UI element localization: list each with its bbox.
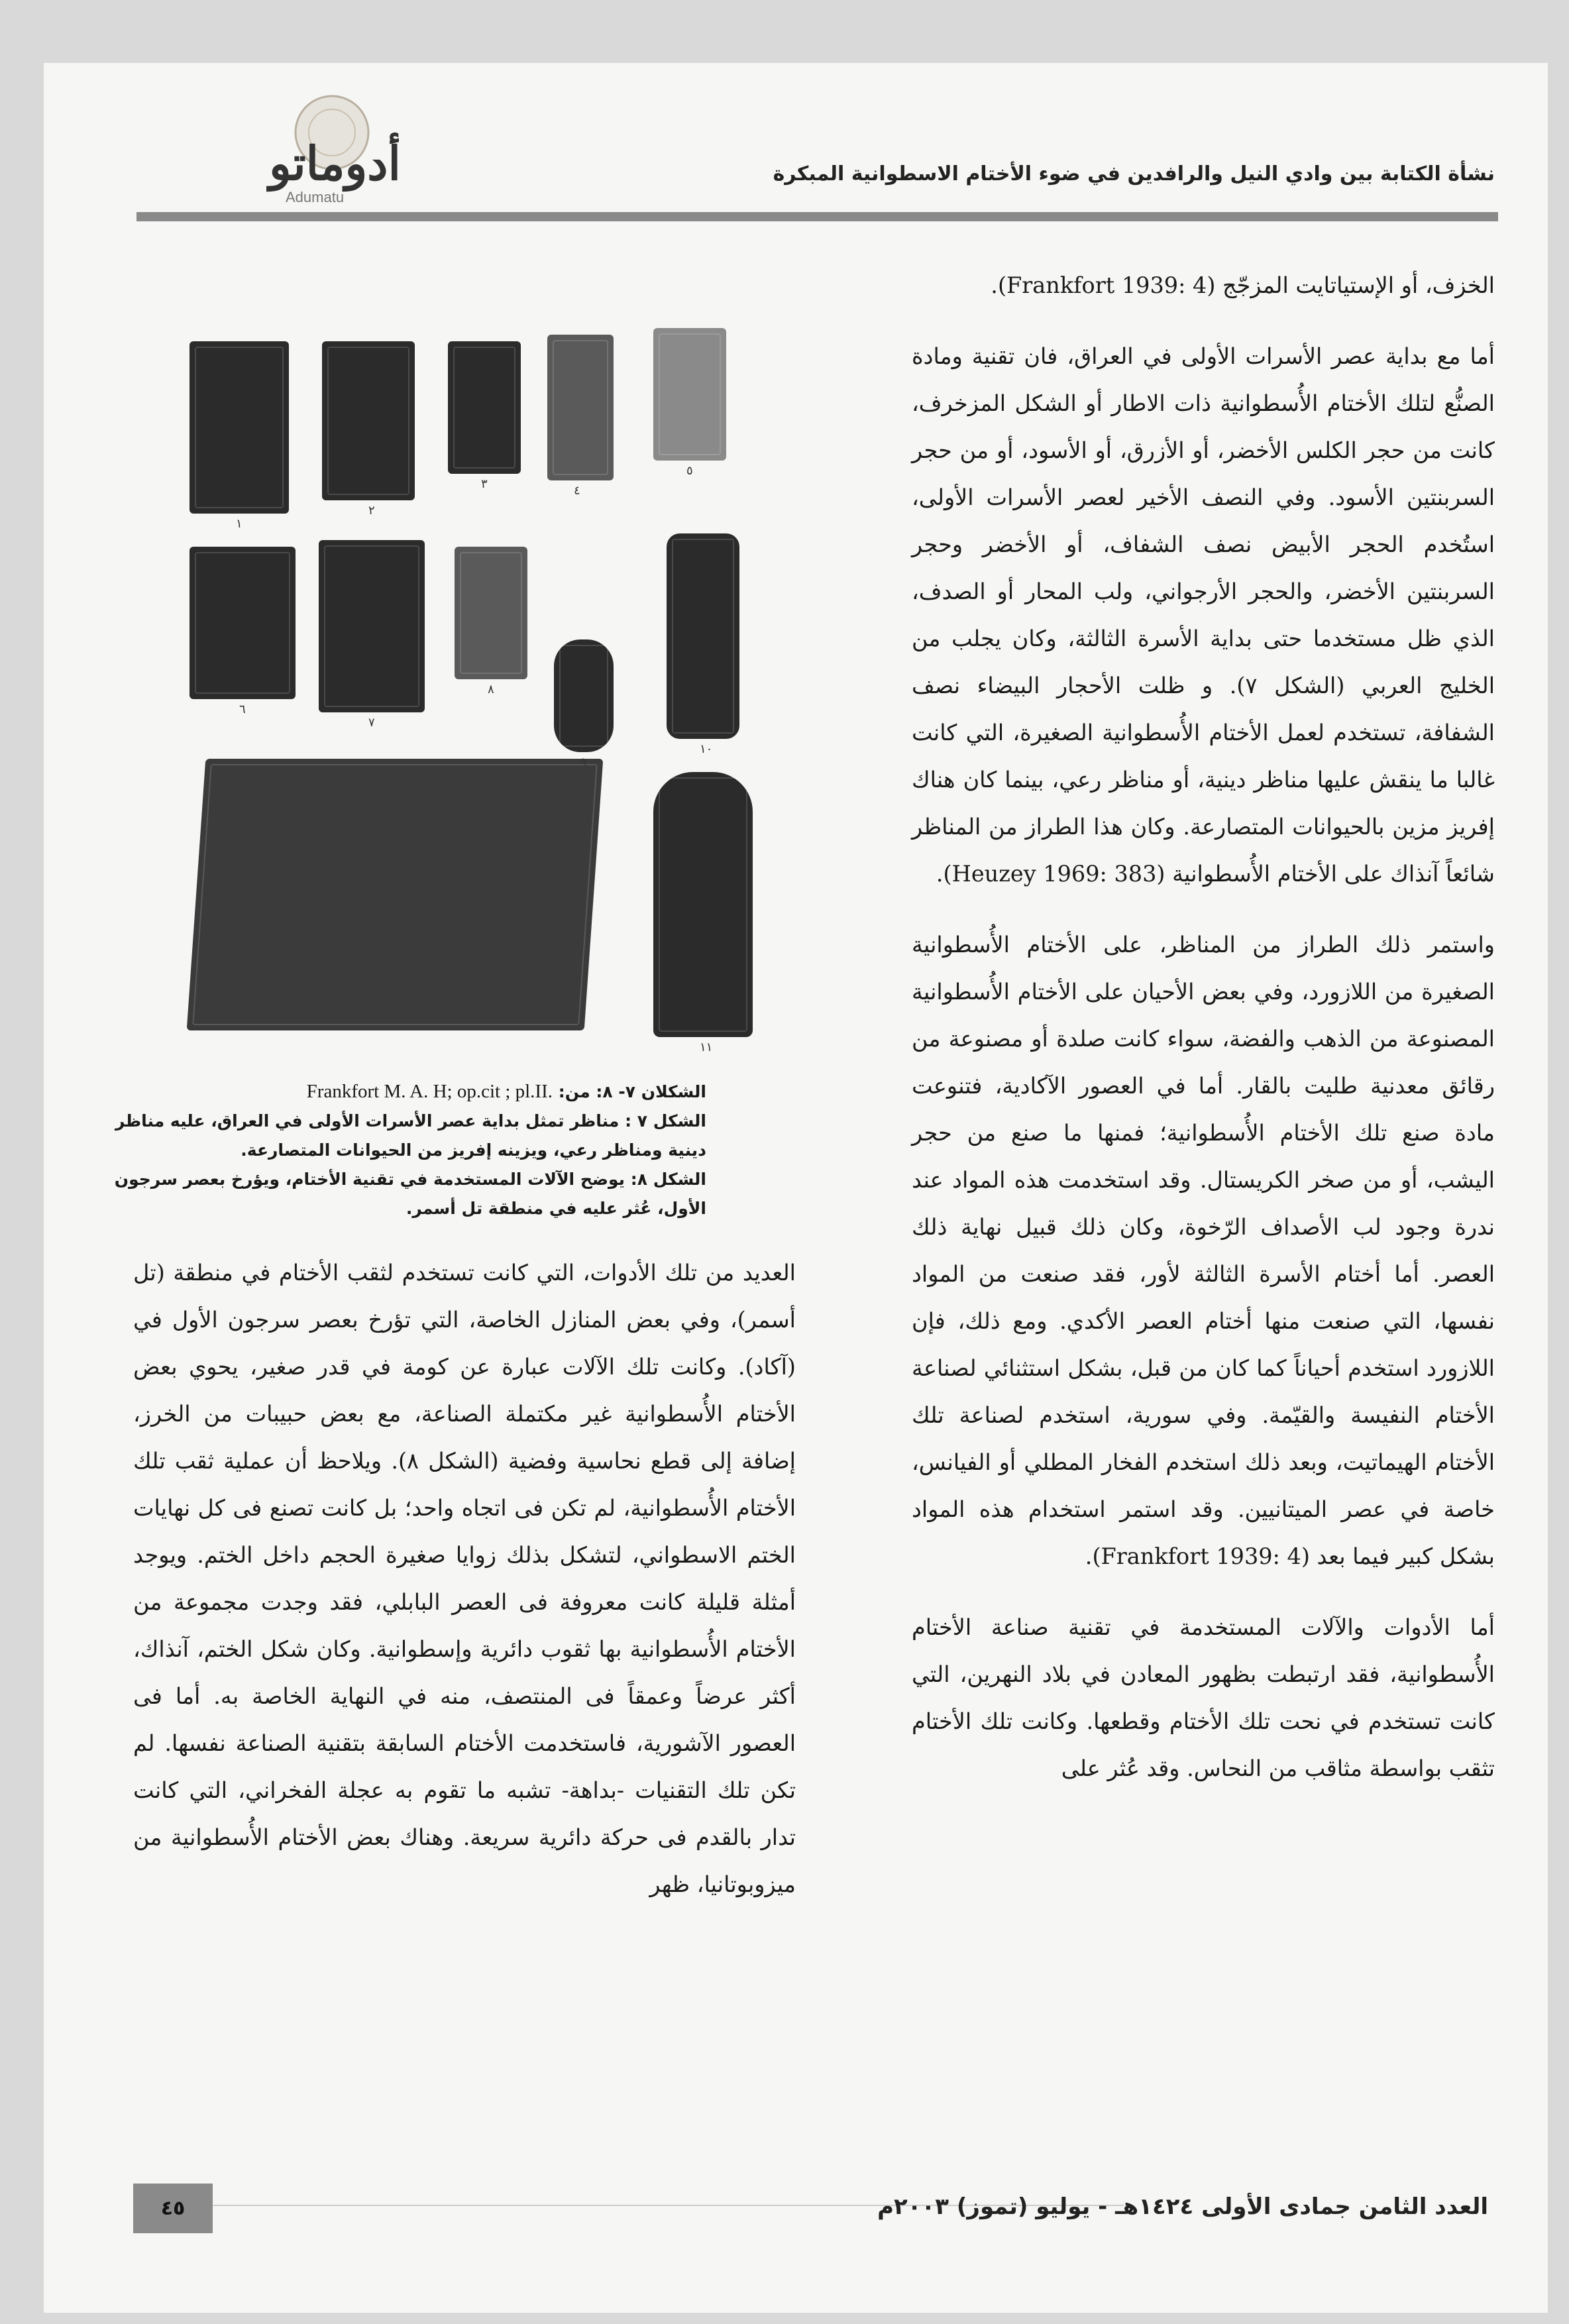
figure-number: ٦ xyxy=(239,702,246,716)
header-rule xyxy=(136,212,1498,221)
figure-captions xyxy=(97,1077,706,1223)
figure-number: ٥ xyxy=(686,464,693,478)
paragraph: العديد من تلك الأدوات، التي كانت تستخدم لثقب الأختام في منطقة (تل أسمر)، وفي بعض المنازل الخاصة، التي تؤرخ بعصر سرجون الأول في (آكاد). وكانت تلك الآلات عبارة عن كومة في قدر صغير، يحوي بعض الأختام الأُسطوانية غير مكتملة الصناعة، مع بعض حبيبات من الخرز، إضافة إلى قطع نحاسية وفضية (الشكل ٨). ويلاحظ أن عملية ثقب تلك الأختام الأُسطوانية، لم تكن فى اتجاه واحد؛ بل كانت تصنع فى كل نهايات الختم الاسطواني، لتشكل بذلك زوايا صغيرة الحجم داخل الختم. ويوجد أمثلة قليلة كانت معروفة فى العصر البابلي، فقد وجدت مجموعة من الأختام الأُسطوانية بها ثقوب دائرية وإسطوانية. وكان شكل الختم، آنذاك، أكثر عرضاً وعمقاً فى المنتصف، منه في النهاية الخاصة به. أما فى العصور الآشورية، فاستخدمت الأختام السابقة بتقنية الصناعة نفسها. لم تكن تلك التقنيات -بداهة- تشبه ما تقوم به عجلة الفخراني، التي كانت تدار بالقدم فى حركة دائرية سريعة. وهناك بعض الأختام الأُسطوانية من ميزوبوتانيا، ظهر xyxy=(133,1260,796,1897)
page-number: ٤٥ xyxy=(133,2184,213,2233)
caption-source xyxy=(97,1077,706,1107)
cylinder-seal-image xyxy=(547,335,614,480)
right-text-column xyxy=(912,262,1495,1816)
cylinder-seal-image xyxy=(455,547,527,679)
figure-number: ٤ xyxy=(574,484,580,498)
seal-impression-image xyxy=(653,328,726,461)
issue-info: العدد الثامن جمادى الأولى ١٤٢٤هـ - يوليو (تموز) ٢٠٠٣م xyxy=(877,2193,1488,2220)
caption-figure-7: الشكل ٧ : مناظر تمثل بداية عصر الأسرات الأولى في العراق، عليه مناظر دينية ومناظر رعي، ويزينه إفريز من الحيوانات المتصارعة. xyxy=(115,1111,706,1160)
cylinder-seal-image xyxy=(667,533,739,739)
left-text-column xyxy=(133,1249,796,1932)
paragraph: أما الأدوات والآلات المستخدمة في تقنية صناعة الأختام الأُسطوانية، فقد ارتبطت بظهور المعادن في بلاد النهرين، التي كانت تستخدم في نحت تلك الأختام وقطعها. وكانت تلك الأختام تثقب بواسطة مثاقب من النحاس. وقد عُثر على xyxy=(912,1614,1495,1781)
running-title: نشأة الكتابة بين وادي النيل والرافدين في ضوء الأختام الاسطوانية المبكرة xyxy=(773,162,1495,186)
cylinder-seal-image xyxy=(189,547,296,699)
cylinder-seal-image xyxy=(319,540,425,712)
drilling-tools-tablet-image xyxy=(187,759,604,1030)
cylinder-seal-pendant-image xyxy=(554,639,614,752)
figure-plate xyxy=(176,255,773,1054)
figure-number: ١ xyxy=(236,517,243,531)
journal-logo xyxy=(223,89,401,209)
page xyxy=(44,63,1548,2313)
figure-number: ٧ xyxy=(368,716,375,730)
cylinder-seal-image xyxy=(189,341,289,514)
stamp-seal-image xyxy=(653,772,753,1037)
figure-number: ٢ xyxy=(368,504,375,518)
cylinder-seal-image xyxy=(448,341,521,474)
figure-number: ٣ xyxy=(481,477,488,491)
figure-number: ٩ xyxy=(580,755,587,769)
figure-number: ١١ xyxy=(700,1040,713,1054)
figure-number: ١٠ xyxy=(700,742,713,756)
logo-latin-text: Adumatu xyxy=(286,189,345,205)
figure-number: ٨ xyxy=(488,683,494,696)
caption-figure-8: الشكل ٨: يوضح الآلات المستخدمة في تقنية الأختام، ويؤرخ بعصر سرجون الأول، عُثر عليه في منطقة تل أسمر. xyxy=(114,1170,706,1218)
caption-source-label: الشكلان ٧- ٨: من: xyxy=(558,1082,706,1101)
paragraph: واستمر ذلك الطراز من المناظر، على الأختام الأُسطوانية الصغيرة من اللازورد، وفي بعض الأحيان على الأختام الأُسطوانية المصنوعة من الذهب والفضة، سواء كانت صلدة أو مصنوعة من رقائق معدنية طليت بالقار. أما في العصور الآكادية، فتنوعت مادة صنع تلك الأختام الأُسطوانية؛ فمنها ما صنع من حجر اليشب، أو من صخر الكريستال. وقد استخدمت هذه المواد عند ندرة وجود لب الأصداف الرّخوة، وكان ذلك قبيل نهاية ذلك العصر. أما أختام الأسرة الثالثة لأور، فقد صنعت من المواد نفسها، التي صنعت منها أختام العصر الأكدي. ومع ذلك، فإن اللازورد استخدم أحياناً كما كان من قبل، بشكل استثنائي لصناعة الأختام النفيسة والقيّمة. وفي سورية، استخدم لصناعة تلك الأختام الهيماتيت، وبعد ذلك استخدم الفخار المطلي أو الفيانس، خاصة في عصر الميتانيين. وقد استمر استخدام هذه المواد بشكل كبير فيما بعد (Frankfort 1939: 4). xyxy=(912,932,1495,1569)
cylinder-seal-image xyxy=(322,341,415,500)
paragraph: أما مع بداية عصر الأسرات الأولى في العراق، فان تقنية ومادة الصنُّع لتلك الأختام الأُسطوانية ذات الاطار أو الشكل المزخرف، كانت من حجر الكلس الأخضر، أو الأزرق، أو الأسود، أو من حجر السربنتين الأسود. وفي النصف الأخير لعصر الأسرات الأولى، استُخدم الحجر الأبيض نصف الشفاف، أو الأخضر وحجر السربنتين الأخضر، والحجر الأرجواني، ولب المحار أو الصدف، الذي ظل مستخدما حتى بداية الأسرة الثالثة، وكان يجلب من الخليج العربي (الشكل ٧). و ظلت الأحجار البيضاء نصف الشفافة، تستخدم لعمل الأختام الأُسطوانية الصغيرة، التي كانت غالبا ما ينقش عليها مناظر دينية، أو مناظر رعي، بينما كان هناك إفريز مزين بالحيوانات المتصارعة. وكان هذا الطراز من المناظر شائعاً آنذاك على الأختام الأُسطوانية (Heuzey 1969: 383). xyxy=(912,343,1495,887)
caption-source-reference: Frankfort M. A. H; op.cit ; pl.II. xyxy=(306,1081,553,1102)
paragraph: الخزف، أو الإستياتايت المزجّج (Frankfort 1939: 4). xyxy=(991,272,1495,298)
logo-arabic-text: أدوماتو xyxy=(269,136,401,191)
